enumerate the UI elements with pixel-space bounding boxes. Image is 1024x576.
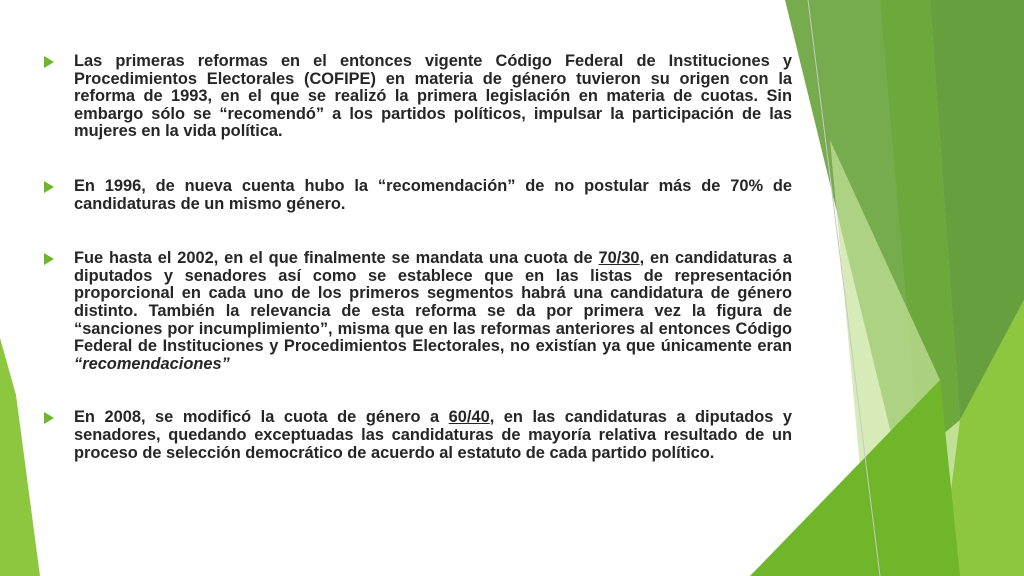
quota-60-40: 60/40 — [448, 408, 490, 427]
bullet-text-pre: En 2008, se modificó la cuota de género a — [74, 408, 449, 427]
bullet-item-2008-quota — [44, 409, 792, 462]
bullet-arrow-icon — [44, 412, 54, 424]
bullet-text-post: , en candidaturas a diputados y senadores así como se establece que en las listas de representación proporcional en cada uno de los primeros segmentos habrá una candidatura de género distinto. También la relevancia de esta reforma se da por primera vez la figura de “sanciones por incumplimiento”, misma que en las reformas anteriores al entonces Código Federal de Instituciones y Procedimientos Electorales, no existían ya que únicamente eran — [74, 249, 792, 356]
recomendaciones-italic: “recomendaciones” — [74, 354, 230, 373]
left-edge-accent — [0, 338, 40, 576]
quota-70-30: 70/30 — [598, 249, 640, 268]
bullet-item-1993-reform — [44, 53, 792, 141]
bullet-text-pre: Fue hasta el 2002, en el que finalmente se mandata una cuota de — [74, 249, 599, 268]
bullet-text-post: , en las candidaturas a diputados y senadores, quedando exceptuadas las candidaturas de mayoría relativa resultado de un proceso de selección democrático de acuerdo al estatuto de cada partido político. — [74, 408, 792, 462]
bullet-list — [44, 53, 792, 462]
bullet-text: Las primeras reformas en el entonces vigente Código Federal de Instituciones y Procedimientos Electorales (COFIPE) en materia de género tuvieron su origen con la reforma de 1993, en el que se realizó la primera legislación en materia de cuotas. Sin embargo sólo se “recomendó” a los partidos políticos, impulsar la participación de las mujeres en la vida política. — [74, 52, 792, 141]
bullet-arrow-icon — [44, 181, 54, 193]
bullet-text: En 1996, de nueva cuenta hubo la “recomendación” de no postular más de 70% de candidaturas de un mismo género. — [74, 176, 792, 213]
bullet-arrow-icon — [44, 56, 54, 68]
bullet-arrow-icon — [44, 253, 54, 265]
bullet-item-1996-recommendation — [44, 178, 792, 213]
bullet-item-2002-quota — [44, 250, 792, 373]
